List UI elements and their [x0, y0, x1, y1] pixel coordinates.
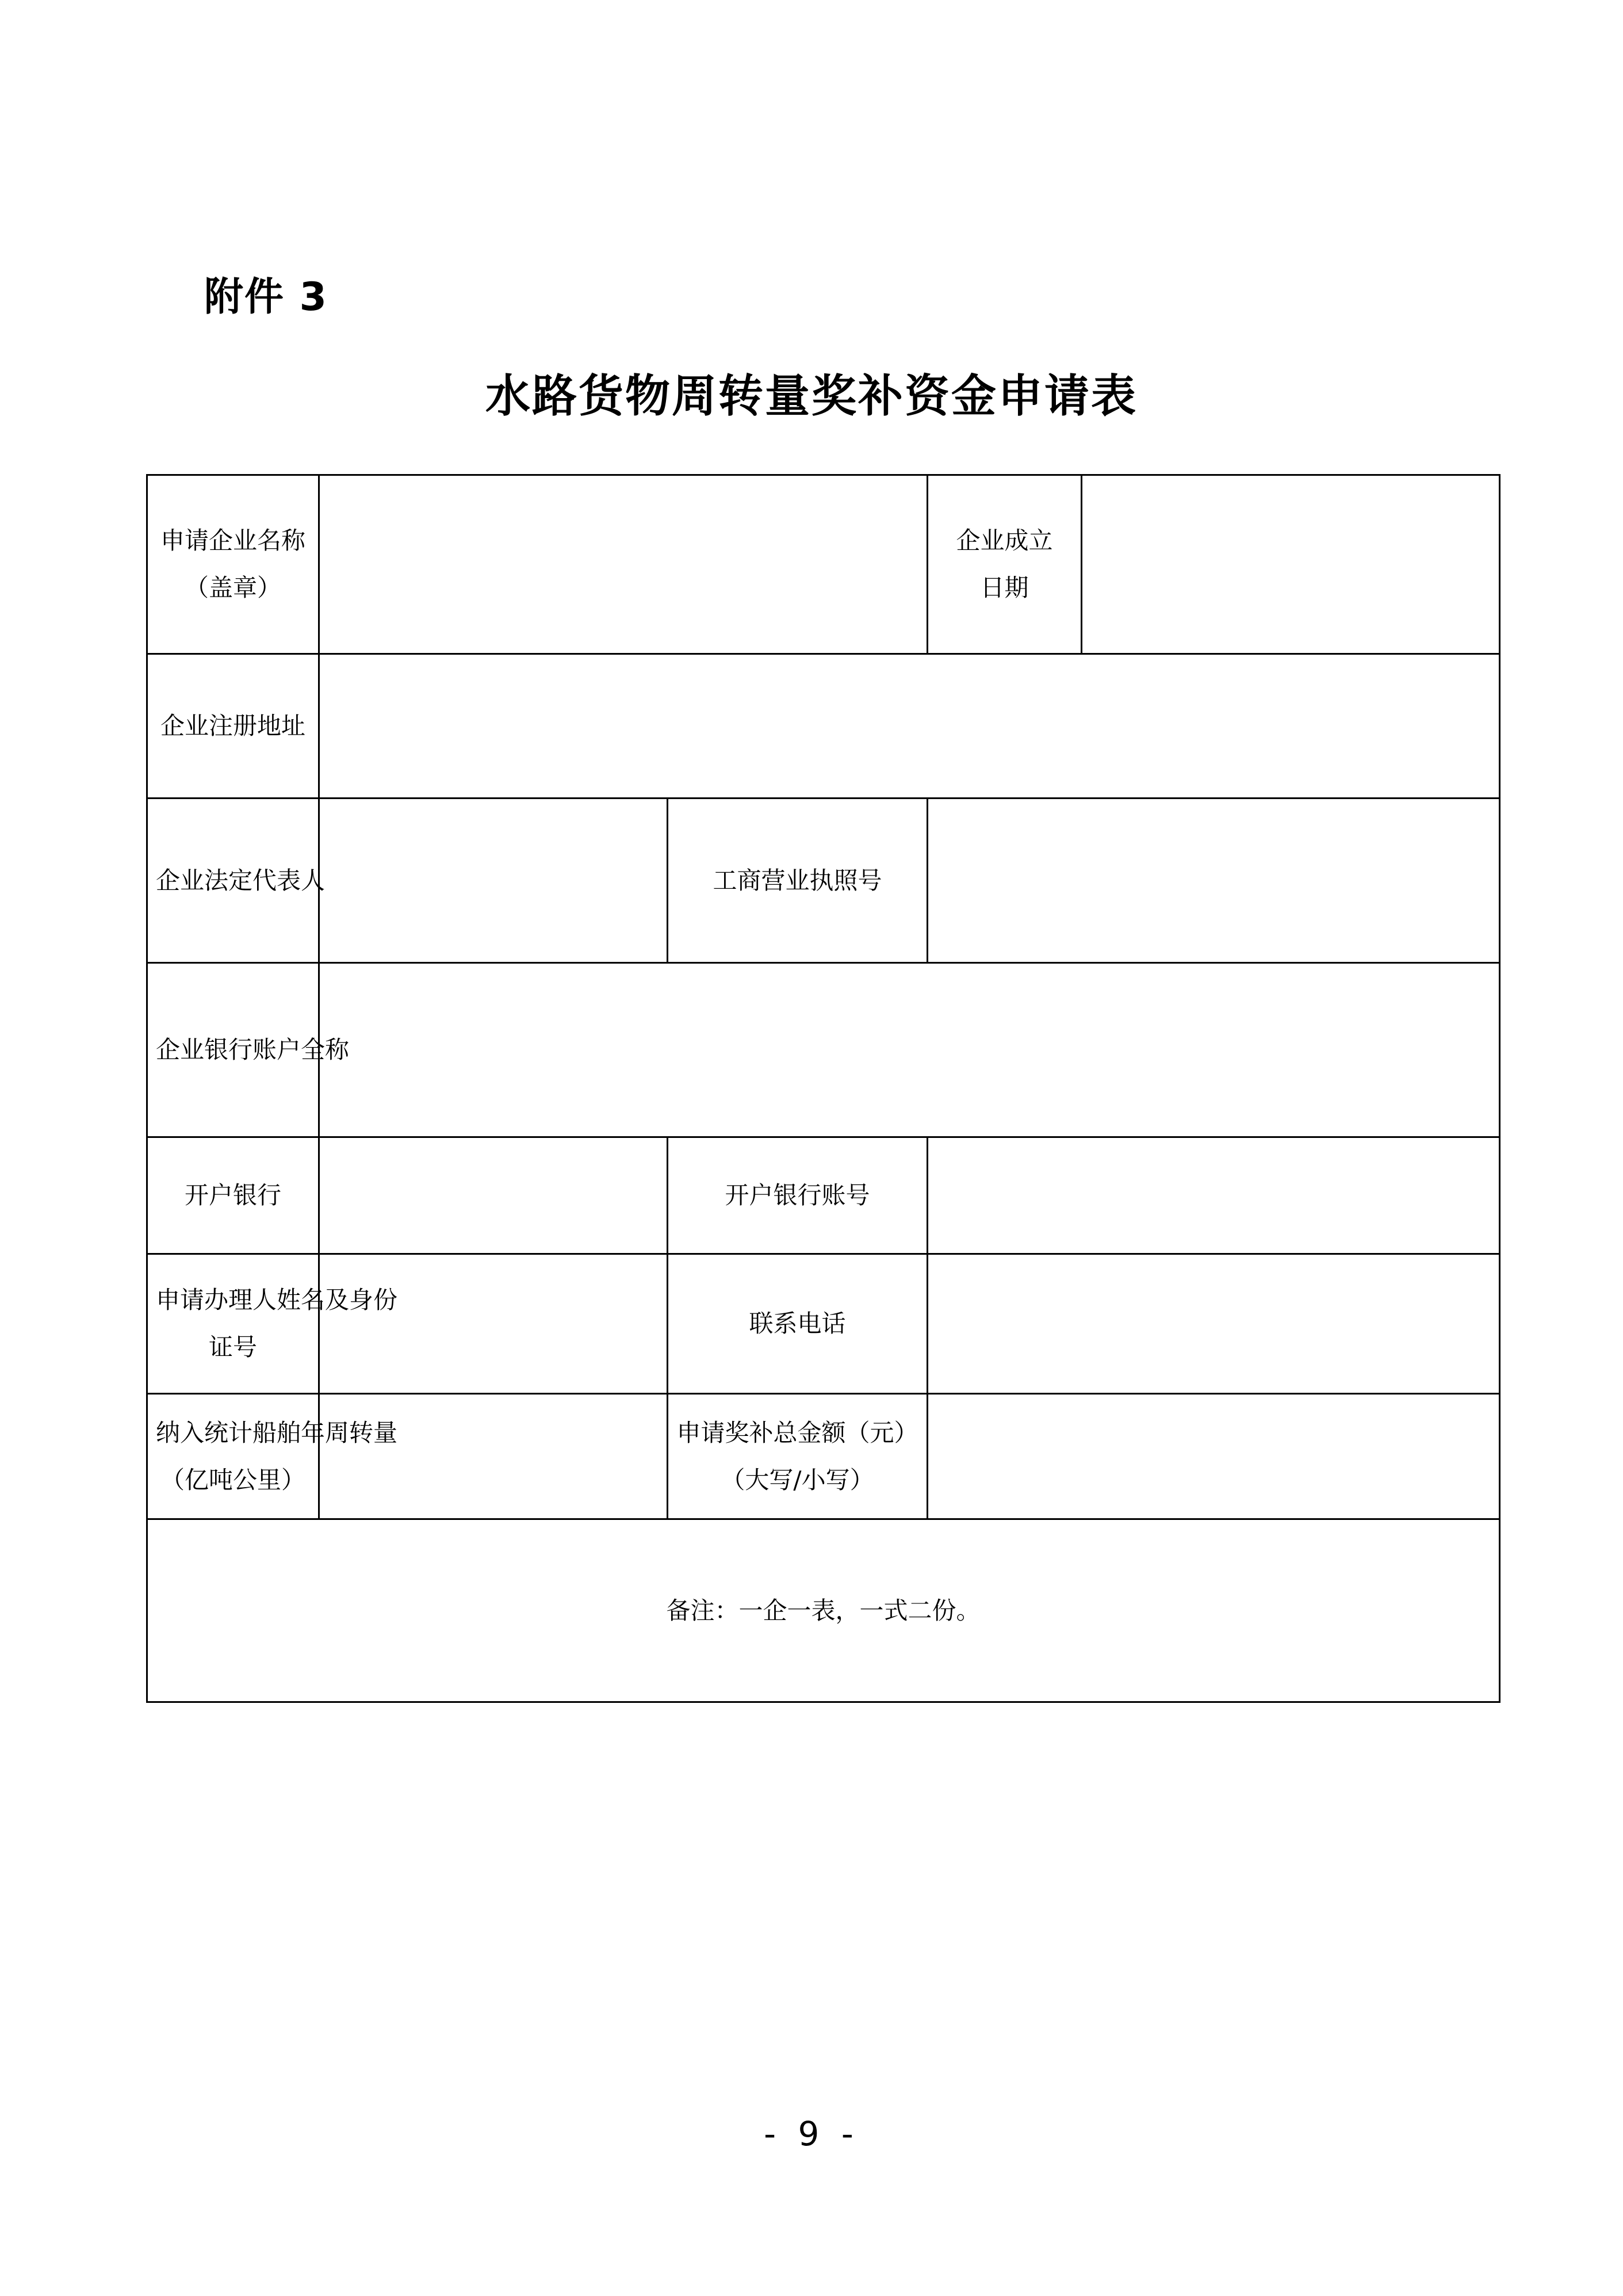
table-row — [147, 963, 1500, 1137]
label-established-date — [928, 475, 1082, 654]
label-annual-turnover-line2: （亿吨公里） — [160, 1465, 305, 1494]
field-business-license-no[interactable] — [928, 799, 1500, 963]
field-contact-phone[interactable] — [928, 1254, 1500, 1394]
label-applicant-name-id-line1: 申请办理人姓名及身份 — [156, 1286, 398, 1315]
remark-note: 备注：一企一表，一式二份。 — [147, 1519, 1500, 1702]
label-company-name-line1: 申请企业名称 — [160, 526, 305, 555]
table-row — [147, 1394, 1500, 1519]
page-title: 水路货物周转量奖补资金申请表 — [485, 370, 1138, 422]
label-total-subsidy-amount-line1: 申请奖补总金额（元） — [676, 1418, 918, 1447]
field-established-date[interactable] — [1082, 475, 1500, 654]
label-total-subsidy-amount-line2: （大写/小写） — [721, 1465, 874, 1494]
field-annual-turnover[interactable] — [319, 1394, 668, 1519]
label-established-date-line2: 日期 — [980, 574, 1029, 602]
label-applicant-name-id-line2: 证号 — [208, 1333, 257, 1361]
table-row-remark — [147, 1519, 1500, 1702]
label-company-name-line2: （盖章） — [184, 574, 281, 602]
label-registered-address: 企业注册地址 — [147, 654, 319, 799]
table-row — [147, 1137, 1500, 1254]
field-bank-account-no[interactable] — [928, 1137, 1500, 1254]
label-bank-account-no: 开户银行账号 — [668, 1137, 928, 1254]
label-company-name — [147, 475, 319, 654]
field-opening-bank[interactable] — [319, 1137, 668, 1254]
field-legal-representative[interactable] — [319, 799, 668, 963]
label-opening-bank: 开户银行 — [147, 1137, 319, 1254]
table-row — [147, 1254, 1500, 1394]
label-applicant-name-id — [147, 1254, 398, 1394]
label-established-date-line1: 企业成立 — [956, 526, 1053, 555]
label-contact-phone: 联系电话 — [668, 1254, 928, 1394]
field-total-subsidy-amount[interactable] — [928, 1394, 1500, 1519]
table-row — [147, 799, 1500, 963]
field-applicant-name-id[interactable] — [319, 1254, 668, 1394]
label-annual-turnover-line1: 纳入统计船舶年周转量 — [156, 1418, 398, 1447]
attachment-label: 附件 3 — [204, 274, 328, 320]
label-annual-turnover — [147, 1394, 398, 1519]
label-total-subsidy-amount — [668, 1394, 928, 1519]
table-row — [147, 475, 1500, 654]
table-row — [147, 654, 1500, 799]
application-form-table — [146, 474, 1500, 1703]
label-business-license-no: 工商营业执照号 — [668, 799, 928, 963]
label-legal-representative: 企业法定代表人 — [147, 799, 319, 963]
field-bank-account-name[interactable] — [319, 963, 1500, 1137]
label-bank-account-name: 企业银行账户全称 — [147, 963, 319, 1137]
field-company-name[interactable] — [319, 475, 928, 654]
page-number-footer: - 9 - — [764, 2114, 859, 2153]
field-registered-address[interactable] — [319, 654, 1500, 799]
